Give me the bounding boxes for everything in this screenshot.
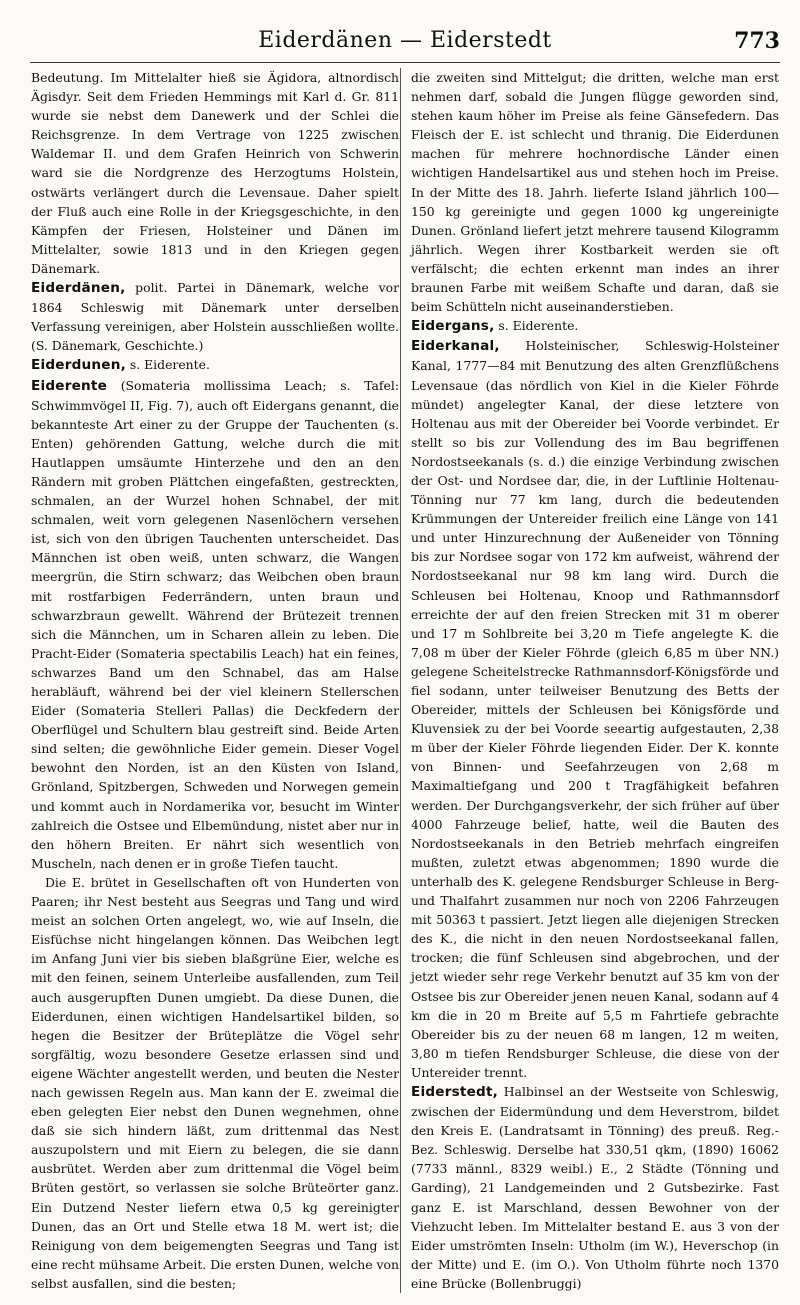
headword: Eiderdänen, bbox=[31, 280, 126, 297]
headword: Eidergans, bbox=[411, 318, 495, 335]
continued-paragraph: Bedeutung. Im Mittelalter hieß sie Ägidora, altnordisch Ägisdyr. Seit dem Frieden Hemmings mit Karl d. Gr. 811 wurde sie nebst dem Danewerk und der Schlei die Reichsgrenze. In dem Vertrage von 1225 zwischen Waldemar II. und dem Grafen Heinrich von Schwerin ward sie die Nordgrenze des Herzogtums Holstein, ostwärts verlängert durch die Levensaue. Daher spielt der Fluß auch eine Rolle in der Kriegsgeschichte, in den Kämpfen der Friesen, Holsteiner und Dänen im Mittelalter, sowie 1813 und in den Kriegen gegen Dänemark. bbox=[31, 70, 399, 276]
headword: Eiderdunen, bbox=[31, 357, 126, 374]
continued-paragraph: die zweiten sind Mittelgut; die dritten, welche man erst nehmen darf, sobald die Jungen flügge geworden sind, stehen kaum höher im Preise als feine Gänsefedern. Das Fleisch der E. ist schlecht und thranig. Die Eiderdunen machen für mehrere hochnordische Länder einen wichtigen Handelsartikel aus und stehen hoch im Preise. In der Mitte des 18. Jahrh. lieferte Island jährlich 100—150 kg gereinigte und gegen 1000 kg ungereinigte Dunen. Grönland liefert jetzt mehrere tausend Kilogramm jährlich. Wegen ihrer Kostbarkeit werden sie oft verfälscht; die echten erkennt man indes an ihrer braunen Farbe mit weißem Schafte und daran, daß sie beim Schütteln nicht auseinanderstieben. bbox=[411, 70, 779, 315]
entry-eiderkanal bbox=[411, 336, 779, 1082]
entry-eiderdaenen bbox=[31, 278, 399, 355]
page-header bbox=[30, 20, 780, 64]
entry-eiderdunen bbox=[31, 355, 399, 375]
entry-text: s. Eiderente. bbox=[125, 357, 210, 373]
headword: Eiderstedt, bbox=[411, 1083, 499, 1100]
entry-text: polit. Partei in Dänemark, welche vor 1864 Schleswig mit Dänemark unter derselben Verfassung vereinigen, aber Holstein ausschließen wollte. (S. Dänemark, Geschichte.) bbox=[31, 280, 399, 354]
left-column bbox=[31, 68, 399, 1293]
entry-text: s. Eiderente. bbox=[494, 318, 579, 334]
entry-text: Holsteinischer, Schleswig-Holsteiner Kanal, 1777—84 mit Benutzung des alten Grenzflüßchens Levensaue (das nördlich von Kiel in die Kieler Föhrde mündet) angelegter Kanal, der diese letztere von Holtenau aus mit der Obereider bei Voorde verbindet. Er stellt so bis zur Vollendung des im Bau begriffenen Nordostseekanals (s. d.) die einzige Verbindung zwischen der Ost- und Nordsee dar, die, in der Luftlinie Holtenau-Tönning nur 77 km lang, durch die bedeutenden Krümmungen der Untereider freilich eine Länge von 141 und unter Hinzurechnung der Außeneider von Tönning bis zur Nordsee sogar von 172 km aufweist, während der Nordostseekanal nur 98 km lang wird. Durch die Schleusen bei Holtenau, Knoop und Rathmannsdorf erreichte der auf den freien Strecken mit 31 m oberer und 17 m Sohlbreite bei 3,20 m Tiefe angelegte K. die 7,08 m über der Kieler Föhrde (gleich 6,85 m über NN.) gelegene Scheitelstrecke Rathmannsdorf-Königsförde und fiel sodann, unter teilweiser Benutzung des Betts der Obereider, mittels der Schleusen bei Königsförde und Kluvensiek zu der bei Voorde seeartig aufgestauten, 2,38 m über der Kieler Föhrde liegenden Eider. Der K. konnte von Binnen- und Seefahrzeugen von 2,68 m Maximaltiefgang und 200 t Tragfähigkeit befahren werden. Der Durchgangsverkehr, der sich früher auf über 4000 Fahrzeuge belief, hatte, weil die Bauten des Nordostseekanals in den Betrieb mehrfach eingreifen mußten, zuletzt etwas abgenommen; 1890 wurde die unterhalb des K. gelegene Rendsburger Schleuse in Berg- und Thalfahrt zusammen nur noch von 2206 Fahrzeugen mit 50363 t passiert. Jetzt liegen alle diejenigen Strecken des K., die nicht in den neuen Nordostseekanal fallen, trocken; die fünf Schleusen sind abgebrochen, und der jetzt wieder sehr rege Verkehr benutzt auf 35 km von der Ostsee bis zur Obereider jenen neuen Kanal, sodann auf 4 km die in 20 m Breite auf 5,5 m Fahrtiefe gebrachte Obereider bis zu der neuen 68 m langen, 12 m weiten, 3,80 m tiefen Rendsburger Schleuse, die diese von der Untereider trennt. bbox=[411, 338, 779, 1080]
page-number: 773 bbox=[734, 28, 780, 54]
entry-text: Halbinsel an der Westseite von Schleswig, zwischen der Eidermündung und dem Heverstrom, bildet den Kreis E. (Landratsamt in Tönning) des preuß. Reg.-Bez. Schleswig. Derselbe hat 330,51 qkm, (1890) 16062 (7733 männl., 8329 weibl.) E., 2 Städte (Tönning und Garding), 21 Landgemeinden und 2 Gutsbezirke. Fast ganz E. ist Marschland, dessen Bewohner von der Viehzucht leben. Im Mittelalter bestand E. aus 3 von der Eider umströmten Inseln: Utholm (im W.), Heverschop (in der Mitte) und E. (im O.). Von Utholm führte noch 1370 eine Brücke (Bollenbruggi) bbox=[411, 1083, 779, 1291]
headword: Eiderkanal, bbox=[411, 338, 500, 355]
entry-text: (Somateria mollissima Leach; s. Tafel: Schwimmvögel II, Fig. 7), auch oft Eidergans genannt, die bekannteste Art einer zu der Gruppe der Tauchenten (s. Enten) gehörenden Gattung, welche durch die mit Hautlappen umsäumte Hinterzehe und den an den Rändern mit groben Plättchen eingefaßten, gestreckten, schmalen, an der Wurzel hohen Schnabel, der mit schmalen, weit vorn gelegenen Nasenlöchern versehen ist, sich von den übrigen Tauchenten unterscheidet. Das Männchen ist oben weiß, unten schwarz, die Wangen meergrün, die Stirn schwarz; das Weibchen oben braun mit rostfarbigen Federrändern, unten braun und schwarzbraun gewellt. Während der Brütezeit trennen sich die Männchen, um in Scharen allein zu leben. Die Pracht-Eider (Somateria spectabilis Leach) hat ein feines, schwarzes Band um den Schnabel, das am Halse herabläuft, während bei der viel kleinern Stellerschen Eider (Somateria Stelleri Pallas) die Deckfedern der Oberflügel und Schultern blau gestreift sind. Beide Arten sind selten; die gewöhnliche Eider gemein. Dieser Vogel bewohnt den Norden, ist an den Küsten von Island, Grönland, Spitzbergen, Schweden und Norwegen gemein und kommt auch in Nordamerika vor, besucht im Winter zahlreich die Ostsee und Elbemündung, nistet aber nur in den höhern Breiten. Er nährt sich wesentlich von Muscheln, nach denen er in große Tiefen taucht. bbox=[31, 377, 399, 871]
body-paragraph: Die E. brütet in Gesellschaften oft von Hunderten von Paaren; ihr Nest besteht aus Seegras und Tang und wird meist an solchen Orten angelegt, wo, wie auf Inseln, die Eisfüchse nicht hingelangen können. Das Weibchen legt im Anfang Juni vier bis sieben blaßgrüne Eier, welche es mit den feinen, seinem Unterleibe ausfallenden, zum Teil auch ausgerupften Dunen umgiebt. Da diese Dunen, die Eiderdunen, einen wichtigen Handelsartikel bilden, so hegen die Besitzer der Brüteplätze die Vögel sehr sorgfältig, wozu besondere Gesetze erlassen sind und eigene Wächter angestellt werden, und beuten die Nester nach gewissen Regeln aus. Man kann der E. zweimal die eben gelegten Eier nebst den Dunen wegnehmen, ohne daß sie sich hindern läßt, zum drittenmal das Nest auszupolstern und mit Eiern zu belegen, die sie dann ausbrütet. Werden aber zum drittenmal die Vögel beim Brüten gestört, so verlassen sie solche Brüteörter ganz. Ein Dutzend Nester liefern etwa 0,5 kg gereinigter Dunen, das an Ort und Stelle etwa 18 M. wert ist; die Reinigung von dem beigemengten Seegras und Tang ist eine recht mühsame Arbeit. Die ersten Dunen, welche von selbst ausfallen, sind die besten; bbox=[31, 874, 399, 1291]
entry-eidergans bbox=[411, 316, 779, 336]
right-column bbox=[411, 68, 779, 1293]
column-divider bbox=[400, 68, 401, 1293]
running-head: Eiderdänen — Eiderstedt bbox=[258, 28, 552, 53]
headword: Eiderente bbox=[31, 377, 108, 394]
entry-eiderstedt bbox=[411, 1082, 779, 1293]
header-rule bbox=[30, 62, 780, 63]
entry-eiderente bbox=[31, 376, 399, 873]
